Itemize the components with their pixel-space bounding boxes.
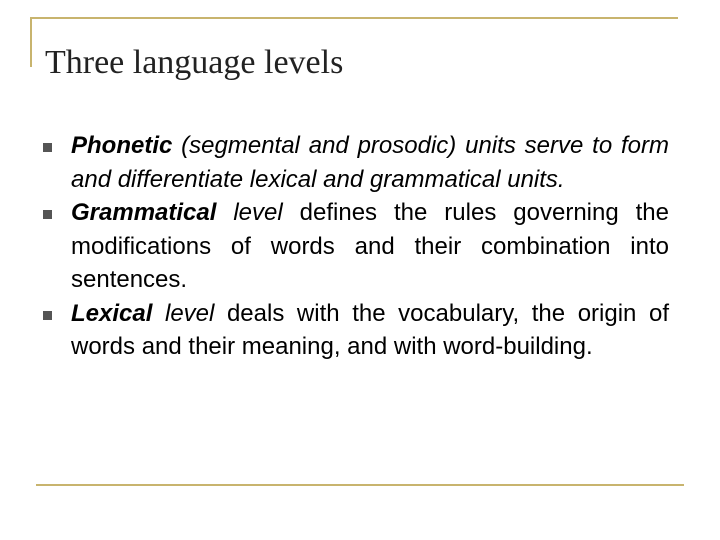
frame-top-rule [30, 17, 678, 19]
bullet-item-phonetic [42, 129, 669, 196]
bullet-term: Lexical [71, 299, 153, 327]
bullet-item-lexical [42, 297, 669, 364]
bullet-term-suffix: level [152, 299, 215, 327]
bullet-term-suffix: level [216, 199, 283, 226]
bullet-item-grammatical [42, 196, 669, 297]
bullet-text: (segmental and prosodic) units serve to form and differentiate lexical and grammatical units. [71, 132, 669, 193]
square-bullet-icon [43, 143, 52, 152]
square-bullet-icon [43, 311, 52, 320]
square-bullet-icon [43, 210, 52, 219]
bullet-term: Phonetic [71, 132, 173, 159]
frame-bottom-rule [36, 484, 684, 486]
bullet-text: deals with the vocabulary, the origin of words and their meaning, and with word-building. [71, 299, 670, 360]
frame-left-rule [30, 17, 32, 67]
bullet-term: Grammatical [71, 199, 217, 226]
bullet-text: defines the rules governing the modifications of words and their combination into sentences. [71, 199, 669, 293]
slide-title: Three language levels [45, 44, 344, 81]
bullet-list [42, 129, 669, 364]
